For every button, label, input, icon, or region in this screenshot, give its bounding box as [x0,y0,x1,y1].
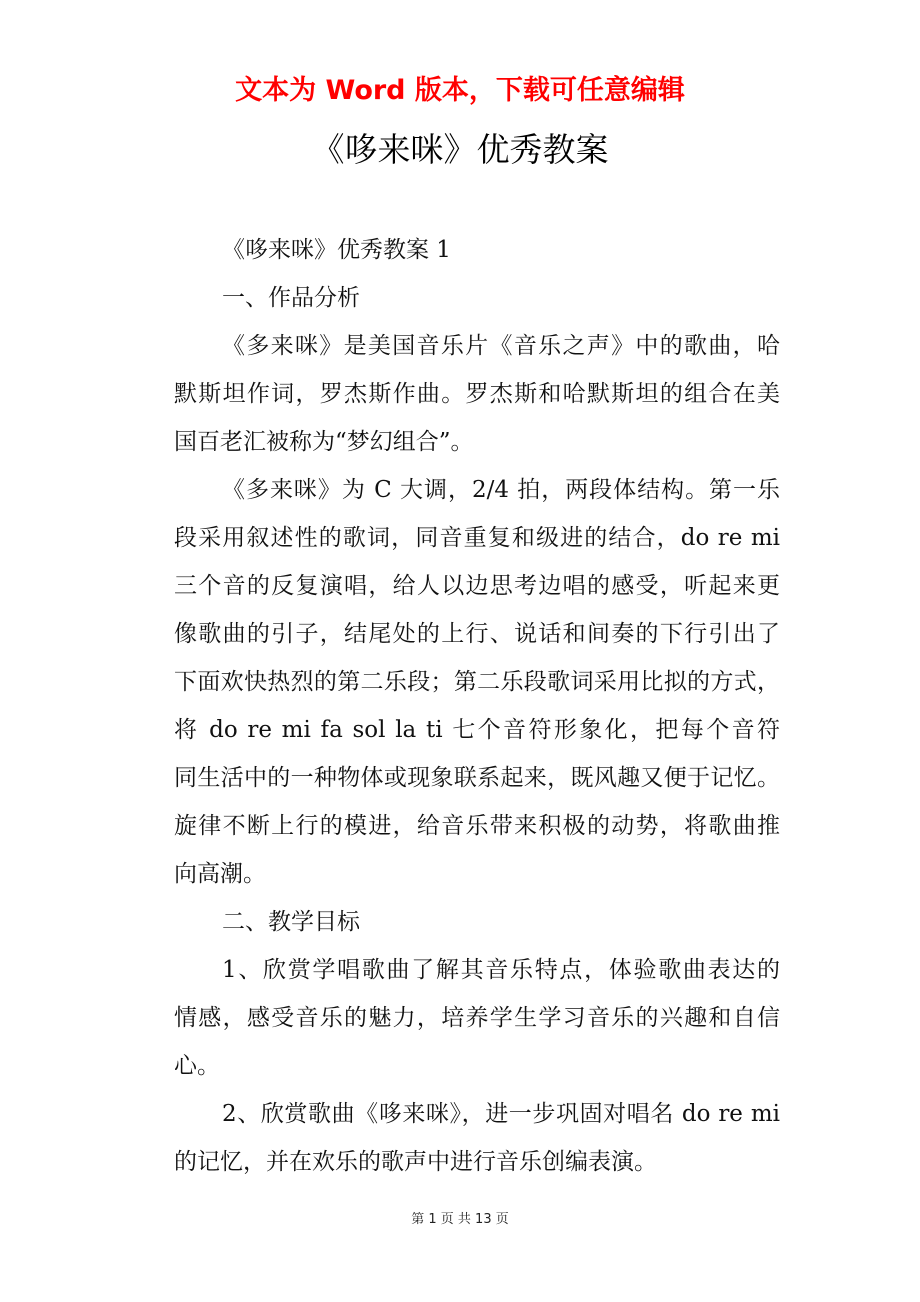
text-line: 旋律不断上行的模进，给音乐带来积极的动势，将歌曲推 [174,813,780,839]
text-line: 国百老汇被称为“梦幻组合”。 [174,429,474,455]
text-line: 二、教学目标 [222,909,360,935]
text-line: 情感，感受音乐的魅力，培养学生学习音乐的兴趣和自信 [174,1005,780,1031]
editable-notice-banner: 文本为 Word 版本，下载可任意编辑 [235,75,685,106]
text-line: 同生活中的一种物体或现象联系起来，既风趣又便于记忆。 [174,765,780,791]
text-line: 一、作品分析 [222,285,360,311]
text-line: 向高潮。 [174,861,266,887]
text-line: 心。 [174,1053,220,1079]
text-line: 的记忆，并在欢乐的歌声中进行音乐创编表演。 [174,1149,657,1175]
text-line: 1、欣赏学唱歌曲了解其音乐特点，体验歌曲表达的 [222,957,780,983]
text-line: 像歌曲的引子，结尾处的上行、说话和间奏的下行引出了 [174,621,780,647]
document-body [174,226,780,1186]
text-line: 《哆来咪》优秀教案 1 [222,237,451,263]
text-line: 三个音的反复演唱，给人以边思考边唱的感受，听起来更 [174,573,780,599]
text-line: 《多来咪》是美国音乐片《音乐之声》中的歌曲，哈 [222,333,780,359]
text-line: 将 do re mi fa sol la ti 七个音符形象化，把每个音符 [174,717,780,743]
page-footer: 第 1 页 共 13 页 [411,1212,509,1227]
text-line: 默斯坦作词，罗杰斯作曲。罗杰斯和哈默斯坦的组合在美 [174,381,780,407]
text-line: 《多来咪》为 C 大调，2/4 拍，两段体结构。第一乐 [222,477,780,503]
text-line: 2、欣赏歌曲《哆来咪》，进一步巩固对唱名 do re mi [222,1101,780,1127]
text-line: 段采用叙述性的歌词，同音重复和级进的结合，do re mi [174,525,780,551]
text-line: 下面欢快热烈的第二乐段；第二乐段歌词采用比拟的方式， [174,669,780,695]
document-title: 《哆来咪》优秀教案 [311,130,609,169]
